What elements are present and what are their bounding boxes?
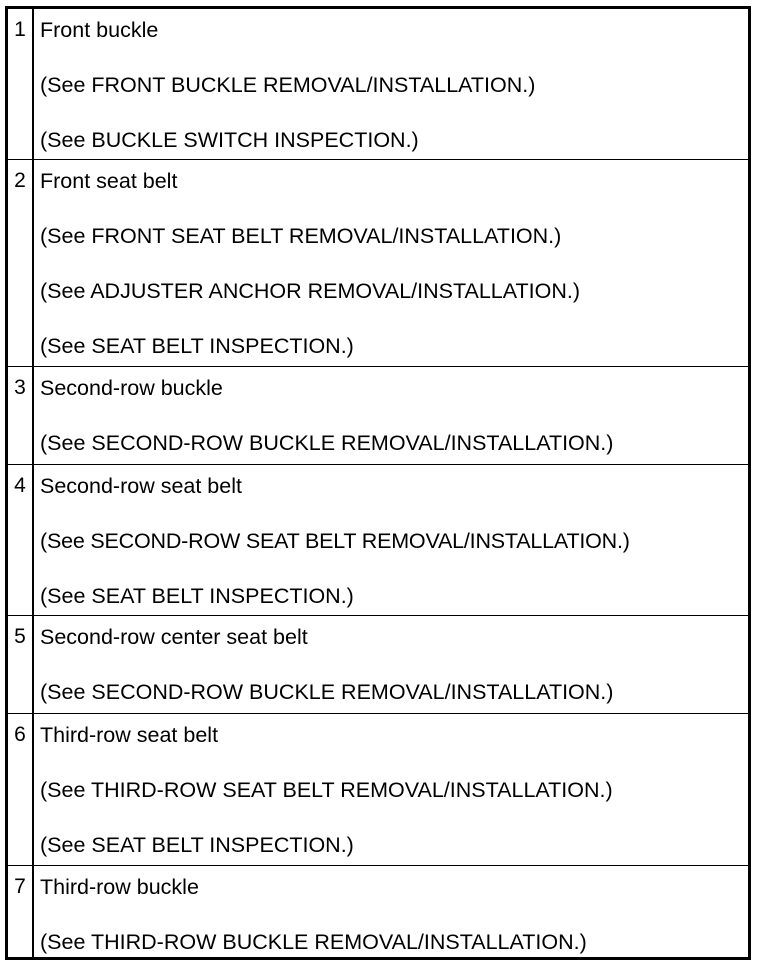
row-title: Third-row seat belt	[40, 723, 219, 747]
row-number: 1	[14, 18, 26, 41]
row-number: 7	[14, 875, 26, 898]
row-reference: (See SECOND-ROW SEAT BELT REMOVAL/INSTALLATION.)	[40, 529, 630, 553]
row-reference: (See THIRD-ROW BUCKLE REMOVAL/INSTALLATION.)	[40, 930, 587, 954]
row-title: Second-row seat belt	[40, 474, 242, 498]
row-reference: (See BUCKLE SWITCH INSPECTION.)	[40, 128, 419, 152]
row-number: 5	[14, 625, 26, 648]
row-reference: (See SEAT BELT INSPECTION.)	[40, 833, 354, 857]
table-row-7	[8, 865, 748, 957]
row-number: 2	[14, 169, 26, 192]
table-row-5	[8, 615, 748, 713]
row-number: 6	[14, 723, 26, 746]
row-reference: (See FRONT BUCKLE REMOVAL/INSTALLATION.)	[40, 73, 536, 97]
table-row-6	[8, 713, 748, 865]
row-title: Second-row buckle	[40, 376, 223, 400]
table-row-4	[8, 464, 748, 615]
row-reference: (See THIRD-ROW SEAT BELT REMOVAL/INSTALLATION.)	[40, 778, 613, 802]
row-title: Front buckle	[40, 18, 159, 42]
row-reference: (See FRONT SEAT BELT REMOVAL/INSTALLATION.)	[40, 224, 562, 248]
row-number: 3	[14, 376, 26, 399]
row-reference: (See SEAT BELT INSPECTION.)	[40, 584, 354, 608]
row-reference: (See SECOND-ROW BUCKLE REMOVAL/INSTALLATION.)	[40, 431, 614, 455]
row-title: Third-row buckle	[40, 875, 199, 899]
row-number: 4	[14, 474, 26, 497]
table-row-3	[8, 366, 748, 464]
parts-reference-table	[5, 6, 751, 960]
row-title: Front seat belt	[40, 169, 178, 193]
row-title: Second-row center seat belt	[40, 625, 308, 649]
row-reference: (See SECOND-ROW BUCKLE REMOVAL/INSTALLATION.)	[40, 680, 614, 704]
row-reference: (See ADJUSTER ANCHOR REMOVAL/INSTALLATION.)	[40, 279, 580, 303]
row-reference: (See SEAT BELT INSPECTION.)	[40, 334, 354, 358]
table-row-2	[8, 159, 748, 366]
table-row-1	[8, 9, 748, 159]
